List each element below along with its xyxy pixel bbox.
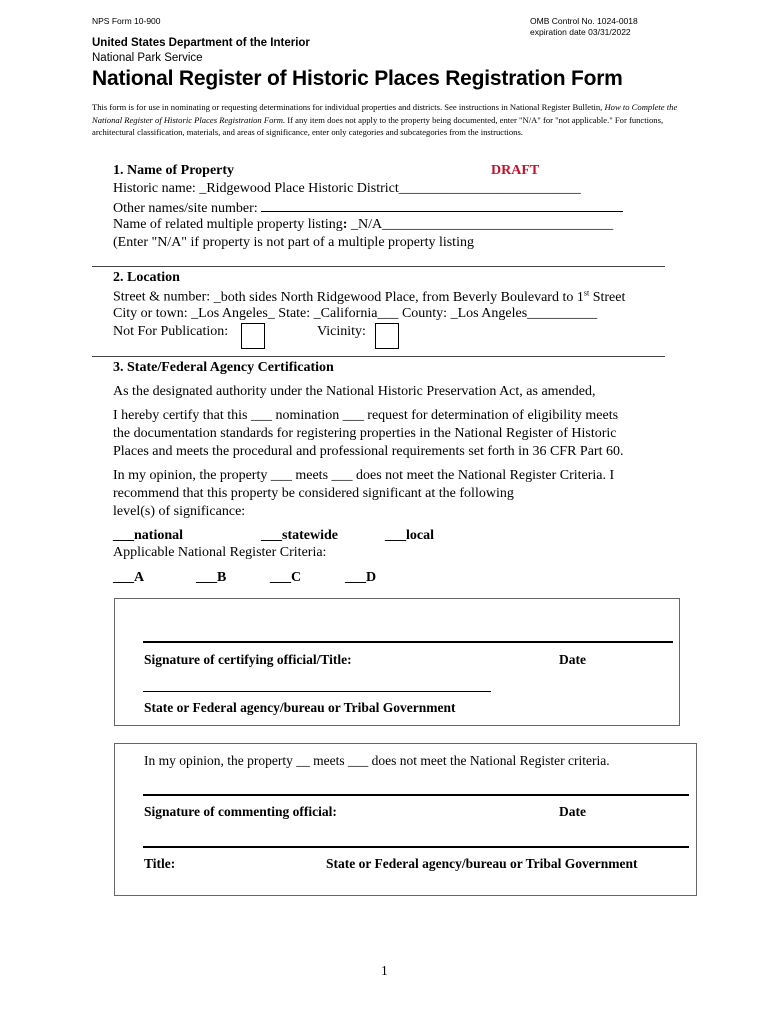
divider-2 — [92, 356, 665, 357]
street-field[interactable]: _both sides North Ridgewood Place, from Beverly Boulevard to 1st Street — [213, 288, 626, 305]
not-for-publication-checkbox[interactable] — [241, 323, 265, 349]
section1-heading: 1. Name of Property — [113, 163, 235, 178]
multiple-listing-colon: : — [342, 217, 348, 232]
level-national[interactable]: ___national — [113, 528, 184, 543]
commenting-opinion-text: In my opinion, the property __ meets ___ does not meet the National Register criteria. — [144, 753, 610, 768]
commenting-title-label: Title: — [144, 856, 176, 871]
certify-line-3: Places and meets the procedural and professional requirements set forth in 36 CFR Part 60. — [113, 444, 624, 459]
other-names-row — [113, 199, 623, 217]
certify-line-2: the documentation standards for registering properties in the National Register of Historic — [113, 426, 617, 441]
page-title: National Register of Historic Places Registration Form — [92, 67, 623, 90]
city-row — [113, 306, 597, 322]
intro-part3: If any item does not apply to the property being documented, enter "N/A" for "not applicable." For functions, architectural classification, materials, and areas of significance, enter only categories and subcategories from the instructions. — [92, 114, 664, 137]
county-field[interactable]: _Los Angeles__________ — [450, 306, 598, 321]
designated-authority-text: As the designated authority under the National Historic Preservation Act, as amended, — [113, 384, 596, 399]
intro-text — [92, 101, 692, 139]
opinion-line-3: level(s) of significance: — [113, 504, 246, 519]
criterion-d[interactable]: ___D — [345, 570, 377, 585]
criterion-a[interactable]: ___A — [113, 570, 145, 585]
commenting-agency-label: State or Federal agency/bureau or Tribal Government — [326, 856, 638, 871]
commenting-date-label: Date — [559, 804, 586, 819]
street-superscript: st — [583, 288, 590, 297]
criteria-label: Applicable National Register Criteria: — [113, 545, 327, 560]
expiration-date: expiration date 03/31/2022 — [530, 27, 631, 37]
level-local[interactable]: ___local — [385, 528, 434, 543]
certifying-date-label: Date — [559, 652, 586, 667]
certifying-signature-label: Signature of certifying official/Title: — [144, 652, 352, 667]
draft-label: DRAFT — [491, 163, 540, 178]
historic-name-row — [113, 181, 581, 197]
section2-heading: 2. Location — [113, 270, 180, 285]
commenting-title-line[interactable] — [143, 846, 689, 848]
historic-name-field[interactable]: _Ridgewood Place Historic District__________________________ — [199, 181, 581, 196]
other-names-field[interactable] — [261, 199, 623, 212]
opinion-line-2: recommend that this property be considered significant at the following — [113, 486, 514, 501]
omb-control-number: OMB Control No. 1024-0018 — [530, 16, 638, 26]
level-statewide[interactable]: ___statewide — [261, 528, 338, 543]
intro-part1: This form is for use in nominating or requesting determinations for individual properties and districts. See instructions in National Register Bulletin, — [92, 102, 603, 112]
criterion-b[interactable]: ___B — [196, 570, 227, 585]
opinion-line-1: In my opinion, the property ___ meets ___ does not meet the National Register Criteria. I — [113, 468, 615, 483]
street-row — [113, 288, 625, 306]
multiple-listing-row — [113, 217, 613, 233]
not-for-publication-label: Not For Publication: — [113, 324, 229, 339]
city-label: City or town: — [113, 306, 192, 321]
other-names-label: Other names/site number: — [113, 201, 262, 216]
department-name: United States Department of the Interior — [92, 37, 310, 49]
multiple-listing-note: (Enter "N/A" if property is not part of a multiple property listing — [113, 235, 474, 250]
divider-1 — [92, 266, 665, 267]
intro-bulletin-title: How to Complete the National Register of Historic Places Registration Form. — [92, 102, 678, 125]
commenting-signature-label: Signature of commenting official: — [144, 804, 337, 819]
section3-heading: 3. State/Federal Agency Certification — [113, 360, 334, 375]
commenting-signature-line[interactable] — [143, 794, 689, 796]
state-field[interactable]: _California___ — [313, 306, 399, 321]
criterion-c[interactable]: ___C — [270, 570, 302, 585]
form-number: NPS Form 10-900 — [92, 16, 161, 26]
city-field[interactable]: _Los Angeles_ — [191, 306, 275, 321]
certify-line-1: I hereby certify that this ___ nomination ___ request for determination of eligibility meets — [113, 408, 619, 423]
vicinity-label: Vicinity: — [317, 324, 366, 339]
vicinity-checkbox[interactable] — [375, 323, 399, 349]
certifying-agency-line[interactable] — [143, 691, 491, 692]
state-label: State: — [274, 306, 314, 321]
multiple-listing-field[interactable]: _N/A_________________________________ — [347, 217, 614, 232]
certifying-signature-line[interactable] — [143, 641, 673, 643]
certifying-agency-label: State or Federal agency/bureau or Tribal Government — [144, 700, 456, 715]
historic-name-label: Historic name: — [113, 181, 200, 196]
multiple-listing-label: Name of related multiple property listing — [113, 217, 343, 232]
county-label: County: — [398, 306, 451, 321]
page-number: 1 — [381, 963, 388, 978]
service-name: National Park Service — [92, 52, 203, 64]
street-label: Street & number: — [113, 289, 214, 305]
